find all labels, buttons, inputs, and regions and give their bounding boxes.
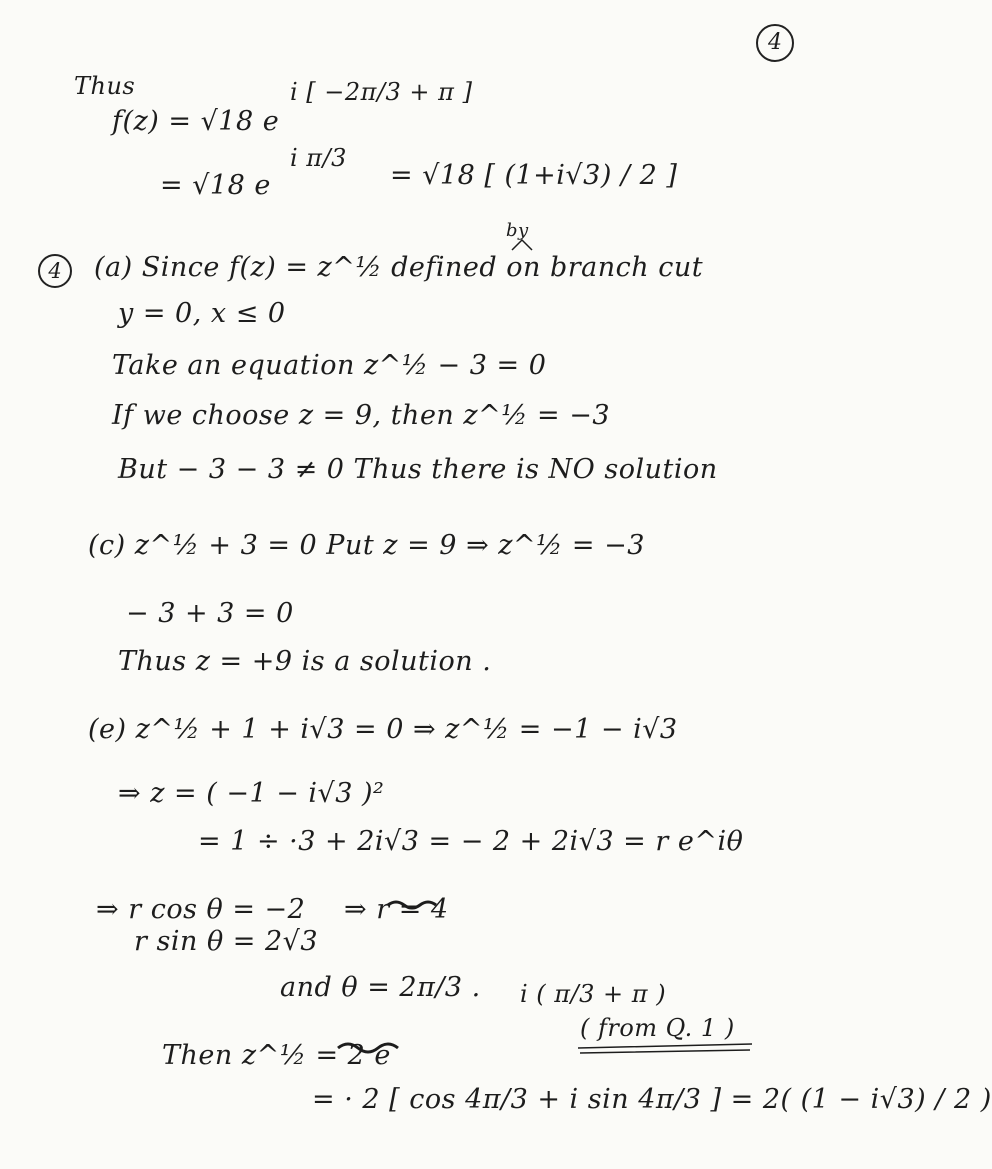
exponent-1: i [ −2π/3 + π ] bbox=[290, 78, 473, 106]
from-question-note: ( from Q. 1 ) bbox=[580, 1014, 735, 1042]
scribble-mark-1 bbox=[338, 1044, 398, 1052]
final-result: = · 2 [ cos 4π/3 + i sin 4π/3 ] = 2( (1 − i√3) / 2 ) bbox=[312, 1084, 992, 1115]
branch-cut-condition: y = 0, x ≤ 0 bbox=[118, 298, 286, 329]
equation-f-of-z: f(z) = √18 e bbox=[112, 106, 280, 137]
equation-sqrt18: = √18 e bbox=[160, 170, 271, 201]
r-sin-theta: r sin θ = 2√3 bbox=[134, 926, 319, 957]
note-underline bbox=[578, 1044, 752, 1053]
part-c-conclusion: Thus z = +9 is a solution . bbox=[118, 646, 492, 677]
thus-label: Thus bbox=[74, 72, 136, 100]
equation-polar-result: = √18 [ (1+i√3) / 2 ] bbox=[390, 160, 678, 191]
inserted-word: by bbox=[506, 220, 529, 241]
scribble-mark-2 bbox=[388, 902, 436, 908]
expansion-line: = 1 ÷ ·3 + 2i√3 = − 2 + 2i√3 = r e^iθ bbox=[198, 826, 744, 857]
r-cos-theta: ⇒ r cos θ = −2 bbox=[96, 894, 306, 925]
then-line: Then z^½ = 2 e bbox=[162, 1040, 391, 1071]
insert-caret bbox=[512, 240, 532, 250]
r-value: ⇒ r = 4 bbox=[344, 894, 449, 925]
take-equation: Take an equation z^½ − 3 = 0 bbox=[112, 350, 547, 381]
part-a-statement: (a) Since f(z) = z^½ defined on branch cut bbox=[94, 252, 704, 283]
then-exponent: i ( π/3 + π ) bbox=[520, 980, 667, 1008]
part-c-check: − 3 + 3 = 0 bbox=[126, 598, 294, 629]
page-number: 4 bbox=[756, 24, 794, 62]
choose-z: If we choose z = 9, then z^½ = −3 bbox=[112, 400, 611, 431]
theta-value: and θ = 2π/3 . bbox=[280, 972, 481, 1003]
question-number: 4 bbox=[38, 254, 72, 288]
exponent-2: i π/3 bbox=[290, 144, 347, 172]
part-c-statement: (c) z^½ + 3 = 0 Put z = 9 ⇒ z^½ = −3 bbox=[88, 530, 645, 561]
z-squared-line: ⇒ z = ( −1 − i√3 )² bbox=[118, 778, 385, 809]
no-solution-line: But − 3 − 3 ≠ 0 Thus there is NO solution bbox=[118, 454, 718, 485]
part-e-statement: (e) z^½ + 1 + i√3 = 0 ⇒ z^½ = −1 − i√3 bbox=[88, 714, 678, 745]
